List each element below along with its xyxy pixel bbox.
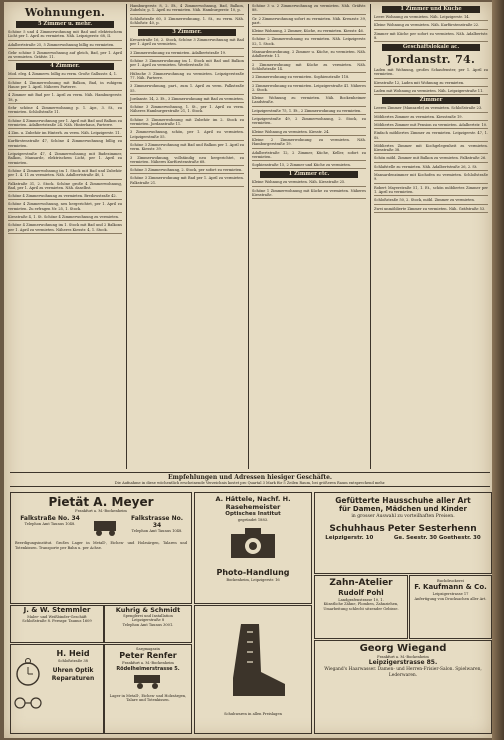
ad-addr: Bockenheim, Leipzigerstr. 16 (226, 578, 280, 583)
listing: Schöne 3 Zimmerwohnung mit Zubehör im 2. Stock zu vermieten. Jordanstraße 11. (130, 118, 244, 129)
ad-addr: Ge. Seestr. 30 Goethestr. 30 (393, 535, 481, 541)
listing: Schöne 4 Zimmerwohnung, neu hergerichtet, per 1. April zu vermieten. Zu erfragen Nr. 25, 1. Stock. (8, 202, 122, 213)
listing: Kurfürstenstraße 47, Schöne 4 Zimmerwohnung billig zu vermieten. (8, 139, 122, 150)
listing: 2 Zimmerwohnung zu vermieten. Sophienstraße 118. (252, 75, 366, 81)
ad-text: Anfertigung von Drucksachen aller Art. (414, 596, 487, 601)
listing: 3 Zimmerwohnung, schön, per 1. April zu vermieten. Leipzigerstraße 55. (130, 130, 244, 141)
ad-text: Künstliche Zähne, Plomben, Zahnziehen, Umarbeitung schlecht sitzender Gebisse. (323, 602, 399, 611)
listing: Sophienstraße 15, 2 Zimmer und Küche zu vermieten. (252, 163, 366, 169)
ad-street: Falkstraße No. 34 (20, 515, 80, 523)
listing: Schöne 3 Zimmerwohnung, 1. St., per 1. April zu verm. Näheres Hamburgerstraße 21, 1. Stock. (130, 105, 244, 116)
ad-pietaet-meyer (10, 492, 192, 604)
column-3 (252, 4, 366, 201)
newspaper-page (4, 2, 492, 738)
listing: Schlafstelle zu vermieten. Näh. Adalbertstraße 26, 2. St. (374, 165, 488, 171)
subheader-3rooms: 3 Zimmer. (138, 29, 236, 36)
column-4 (374, 4, 488, 215)
listing: Leipzigerstraße 49, 2 Zimmerwohnung, 2. Stock, zu vermieten. (252, 117, 366, 128)
listing: Laden mit Wohnung, großes Schaufenster, per 1. April zu vermieten. (374, 68, 488, 79)
listing: Schöne 1 Zimmerwohnung mit Küche zu vermieten. Näheres Kiesstraße. (252, 189, 366, 200)
banner-subtitle: Die Aufnahme in diese wöchentlich erscheinende Verzeichnis kostet pro Quartal 3 Mark für 5 Zeilen Raum, bei größeren Raum entsprechend mehr. (114, 481, 386, 485)
listing: 3 Zimmerwohnung, part., zum 1. April zu verm. Falkstraße 55. (130, 84, 244, 95)
listing: Kleine Wohnung zu vermieten. Näh. Bockenheimer Landstraße. (252, 96, 366, 107)
listing: Mansardenzimmer mit Kochofen zu vermieten. Schloßstraße 9. (374, 173, 488, 184)
ad-name: Pietät A. Meyer (48, 495, 154, 509)
ad-pohl (314, 575, 408, 639)
listing: Mansardenwohnung, 2 Zimmer u. Küche, zu vermieten. Näh. Adalbertstr. 11. (252, 50, 366, 61)
listing: Schöne 3 Zimmerwohnung mit Bad und Balkon per 1. April zu verm. Kiesstr. 39. (130, 143, 244, 154)
ad-phone: Telephon Amt Taunus 3001. (122, 622, 174, 627)
column-rule (370, 4, 371, 469)
listing: Schöne 4 Zimmerwohnung im 1. Stock mit Bad und Zubehör per 1. 4. 11 zu vermieten. Näh. Adalbertstraße 40, I. (8, 169, 122, 180)
ad-haettele (194, 492, 312, 604)
ad-stemmler (10, 605, 104, 643)
listing: Jordanstr. 14, 2. Et., 3 Zimmerwohnung mit Bad zu vermieten. (130, 97, 244, 103)
ad-name: Peter Renfer (119, 651, 177, 661)
ad-name: H. Heid (56, 649, 90, 658)
ad-text: Schuhwaren in allen Preislagen (224, 712, 282, 716)
ad-shoes (194, 605, 312, 734)
ad-street: Falkstrasse No. 34 (130, 515, 183, 530)
banner-title: Empfehlungen und Adressen hiesiger Geschäfte. (167, 474, 333, 481)
ad-name: Georg Wiegand (359, 643, 447, 654)
listing: Laden mit Wohnung zu vermieten. Näh. Leipzigerstraße 11. (374, 89, 488, 95)
column-1 (8, 4, 122, 236)
listing: 4 Zimmer mit Bad per 1. April zu verm. Näh. Hamburgerstr. 18, p. (8, 93, 122, 104)
listing: Kiesstraße 4, 1. St. Schöne 4 Zimmerwohnung zu vermieten. (8, 215, 122, 221)
listing: 3 Zimmerwohnung, vollständig neu hergerichtet, zu vermieten. Näheres Kurfürstenstraße 68. (130, 156, 244, 167)
subheader-shops: Geschäftslokale ac. (382, 44, 480, 51)
pocket-watch-icon (15, 657, 41, 687)
ad-extra: Photo-Handlung (216, 568, 290, 578)
ad-wiegand (314, 640, 492, 734)
ad-name: Rudolf Pohl (338, 589, 384, 597)
listing: Schöne 5 und 4 Zimmerwohnung mit Bad und elektrischem Licht per 1. April zu vermieten. Näh. Leipzigerstr. 68, II. (8, 30, 122, 41)
column-rule (248, 4, 249, 469)
listing: Kleine Wohnung zu vermieten. Näh. Kurfürstenstraße 22. (374, 23, 488, 29)
section-title: Wohnungen. (24, 6, 106, 19)
ad-name: A. Hättele, Nachf. H. Rasehemeister (215, 495, 291, 511)
ad-pre: Sargmagazin (136, 647, 160, 651)
ad-phone: Telephon Amt Taunus 1048. (131, 529, 183, 534)
listing: Hübsche 3 Zimmerwohnung zu vermieten. Leipzigerstraße 77. Näh. Parterre. (130, 72, 244, 83)
ad-addr: Schloßstraße 8. Fernspr. Taunus 1609 (22, 619, 92, 624)
ad-name: F. Kaufmann & Co. (414, 583, 487, 592)
listing: Einfach möbliertes Zimmer zu vermieten. Leipzigerstr. 47, 1. St. (374, 131, 488, 142)
listing: Schöne 3 Zimmerwohnung im 1. Stock mit Bad und Balkon per 1. April zu vermieten. Werderstraße 56. (130, 59, 244, 70)
ad-city: Frankfurt a. M.-Bockenheim (122, 661, 174, 666)
listing: Adalbertstraße 25, 5 Zimmerwohnung billig zu vermieten. (8, 43, 122, 49)
listing: Schloßstraße 50, 2. Stock, möbl. Zimmer zu vermieten. (374, 198, 488, 204)
ad-name: J. & W. Stemmler (23, 606, 91, 614)
listing: 2 Zimmerwohnung mit Küche zu vermieten. Näh. Schloßstraße 14. (252, 63, 366, 74)
ad-addr: Leipzigerstrasse 85. (368, 659, 438, 667)
hearse-illustration (128, 672, 168, 690)
ad-city: Frankfurt a. M.-Bockenheim (75, 509, 127, 513)
listing: Kleine Wohnung zu vermieten. Näh. Kiesstraße 25. (252, 180, 366, 186)
listing: Möbliertes Zimmer mit Pension zu vermieten. Adalbertstr. 10. (374, 123, 488, 129)
ad-trade: Uhren Optik Reparaturen (51, 667, 95, 683)
listing: Schöne 2 Zimmerwohnung zu vermieten. Näh. Leipzigerstr. 52, 1. Stock. (252, 37, 366, 48)
ad-city: Frankfurt a. M.-Bockenheim (377, 655, 429, 659)
ad-head: Gefütterte Hausschuhe aller Art (335, 496, 471, 505)
shop-address: Jordanstr. 74. (386, 53, 476, 67)
ad-sub2: in grosser Auswahl zu vorteilhaften Preisen. (351, 514, 455, 519)
ad-year: gegründet 1883. (237, 518, 269, 522)
ad-sesterhenn (314, 492, 492, 574)
boot-illustration (213, 618, 293, 708)
listing: Schöne 4 Zimmerwohnung im 1. Stock mit Bad und 2 Balkons per 1. April zu vermieten. Näheres Kiesstr. 4, 1. Stock. (8, 223, 122, 234)
ad-sub: für Damen, Mädchen und Kinder (338, 505, 467, 513)
ad-kuhrig-schmidt (104, 605, 192, 643)
ad-heid (10, 644, 104, 734)
ad-addr: Leipzigerstrasse 17 (432, 592, 469, 597)
ad-text: Lager in Metall-, Eichen- und Holzsärgen, Talare und Totenkissen. (109, 693, 187, 702)
listing: Falkstraße 31, 2. Stock. Schöne große 4 Zimmerwohnung, Bad, per 1. April zu vermieten. Näh. daselbst. (8, 182, 122, 193)
listing: Zwei unmöblierte Zimmer zu vermieten. Näh. Gräfstraße 53. (374, 207, 488, 213)
listing: Robert Mayerstraße 51, 1. Et., schön möbliertes Zimmer per 1. April zu vermieten. (374, 186, 488, 197)
listing: Mod. eleg. 4 Zimmerw. billig zu verm. Große Gallusstr. 4, 1. (8, 72, 122, 78)
listing: Leere Wohnung zu vermieten. Näh. Leipzigerstr. 14. (374, 15, 488, 21)
column-rule (126, 4, 127, 469)
spectacles-icon (13, 697, 43, 709)
listing: Kleine Wohnung zu vermieten. Kiesstr. 24. (252, 130, 366, 136)
listing: 3 Zimmerwohnung zu vermieten. Adalbertstraße 19. (130, 51, 244, 57)
listing: Kiesstraße 12, Laden mit Wohnung zu vermieten. (374, 81, 488, 87)
subheader-rooms: Zimmer (382, 97, 480, 104)
listing: Schöne 3 Zimmerwohnung, 2. Stock, per sofort zu vermieten. (130, 168, 244, 174)
listing: Schöne 4 Zimmerwohnung per 1. April mit Bad und Balkon zu vermieten. Adalbertstraße 24. Näh. Hinterhaus, Parterre. (8, 119, 122, 130)
ad-addr: Rödelheimerstrasse 5. (116, 665, 180, 672)
ad-text: Beerdigungsinstitut. Großes Lager in Metall-, Eichen- und Holzsärgen, Talaren und Totenkissen. Transporte per Bahn u. per Achse. (15, 541, 187, 550)
listing: Kleine Wohnung, 2 Zimmer, Küche, zu vermieten. Kiesstr. 46. (252, 29, 366, 35)
ad-name: Schuhhaus Peter Sesterhenn (329, 524, 477, 534)
ad-renfer (104, 644, 192, 734)
listing: Sehr schöne 4 Zimmerwohnung p. 1. Apr., 3. St., zu vermieten. Schloßstraße 11. (8, 106, 122, 117)
ad-text: Wiegand's Haarwasser. Damen- und Herren-Frisier-Salon. Spielwaren, Lederwaren. (324, 667, 482, 678)
listing: Schloßstraße 60, 5 Zimmerwohnung, 1. St., zu verm. Näh. Schloßstr. 40, p. (130, 17, 244, 28)
listing: Schöne 4 Zimmerwohnung zu vermieten. Bredowstraße 42. (8, 194, 122, 200)
listing: 2 Zimmerwohnung zu vermieten. Leipzigerstraße 41. Näheres 2. Stock. (252, 84, 366, 95)
listing: Schöne 3 u. 2 Zimmerwohnung zu vermieten. Näh. Gräfstr. 88. (252, 4, 366, 15)
subheader-1room-kitchen: 1 Zimmer und Küche (382, 6, 480, 13)
listing: Gehr schöne 5 Zimmerwohnung auf gleich, Bad, per 1. April zu vermieten. Gräfstr. 11. (8, 51, 122, 62)
ad-addr: Landgrafenstrasse 10, 1. (338, 598, 384, 602)
listing: Gr. 2 Zimmerwohnung sofort zu vermieten. Näh. Kreuzstr. 39, part. (252, 17, 366, 28)
subheader-1room: 1 Zimmer etc. (260, 171, 358, 178)
ad-kaufmann (409, 575, 492, 639)
subheader-4rooms: 4 Zimmer. (16, 63, 114, 70)
listing: Hamburgerstr. 8, 2. Et., 4 Zimmerwohnung, Bad, Balkon, Zubehör, p. 1. April zu vermieten. Näh. Hamburgerstr. 10, p. (130, 4, 244, 15)
hearse-illustration (91, 515, 121, 539)
listing: Kreuzstraße 16, 2. Stock, Schöne 3 Zimmerwohnung mit Bad per 1. April zu vermieten. (130, 38, 244, 49)
listing: Schöne 4 Zimmerwohnung mit Balkon, Bad, in ruhigem Hause per 1. April. Näheres Parterre. (8, 81, 122, 92)
listing: Zimmer mit Küche per sofort zu vermieten. Näh. Adalbertstr. 8. (374, 32, 488, 43)
listing: Schöne 3 Zimmerwohnung mit Bad per 1. April zu vermieten. Falkstraße 21. (130, 176, 244, 187)
listing: Schön möbl. Zimmer mit Balkon zu vermieten. Falkstraße 26. (374, 156, 488, 162)
listing: Möbliertes Zimmer mit Kochgelegenheit zu vermieten. Kiesstraße 38. (374, 144, 488, 155)
subheader-5rooms: 5 Zimmer u. mehr. (16, 21, 114, 28)
ad-addr: Schloßstraße 38 (58, 659, 88, 663)
page-edge (492, 0, 504, 740)
ad-line: Optisches Institut (225, 511, 281, 517)
business-directory-banner (10, 472, 490, 487)
ad-head: Zahn-Atelier (329, 578, 393, 588)
column-2 (130, 4, 244, 189)
ad-addr: Leipzigerstr. 10 (325, 535, 374, 541)
listing: Möbliertes Zimmer zu vermieten. Kiesstraße 19. (374, 115, 488, 121)
ad-phone: Telephon Amt Taunus 1048. (24, 522, 76, 527)
listing: Leipzigerstraße 47, 4 Zimmerwohnung mit Badezimmer, Balkon, Mansarde, elektrischem Licht, per 1. April zu vermieten. (8, 152, 122, 167)
ad-line: Spenglerei und Installation (123, 614, 173, 618)
ad-line: Maler- und Weißbinder-Geschäft (27, 615, 87, 619)
camera-illustration (223, 524, 283, 564)
listing: Leipzigerstraße 75, 1. Et., 2 Zimmerwohnung zu vermieten. (252, 109, 366, 115)
listing: Adalbertstraße 12, 2 Zimmer, Küche, Keller, sofort zu vermieten. (252, 151, 366, 162)
listing: 4 Zim. u. Zubehör im Hinterh. zu verm. Näh. Leipzigerstr. 11. (8, 131, 122, 137)
ad-addr: Leipzigerstraße 8 (131, 618, 165, 623)
ad-name: Kuhrig & Schmidt (115, 606, 181, 614)
ad-head: Buchdruckerei (437, 579, 464, 583)
listing: Kleine 2 Zimmerwohnung zu vermieten. Näh. Hamburgerstraße 19. (252, 138, 366, 149)
listing: Leeres Zimmer (Mansarde) zu vermieten. Schloßstraße 23. (374, 106, 488, 112)
